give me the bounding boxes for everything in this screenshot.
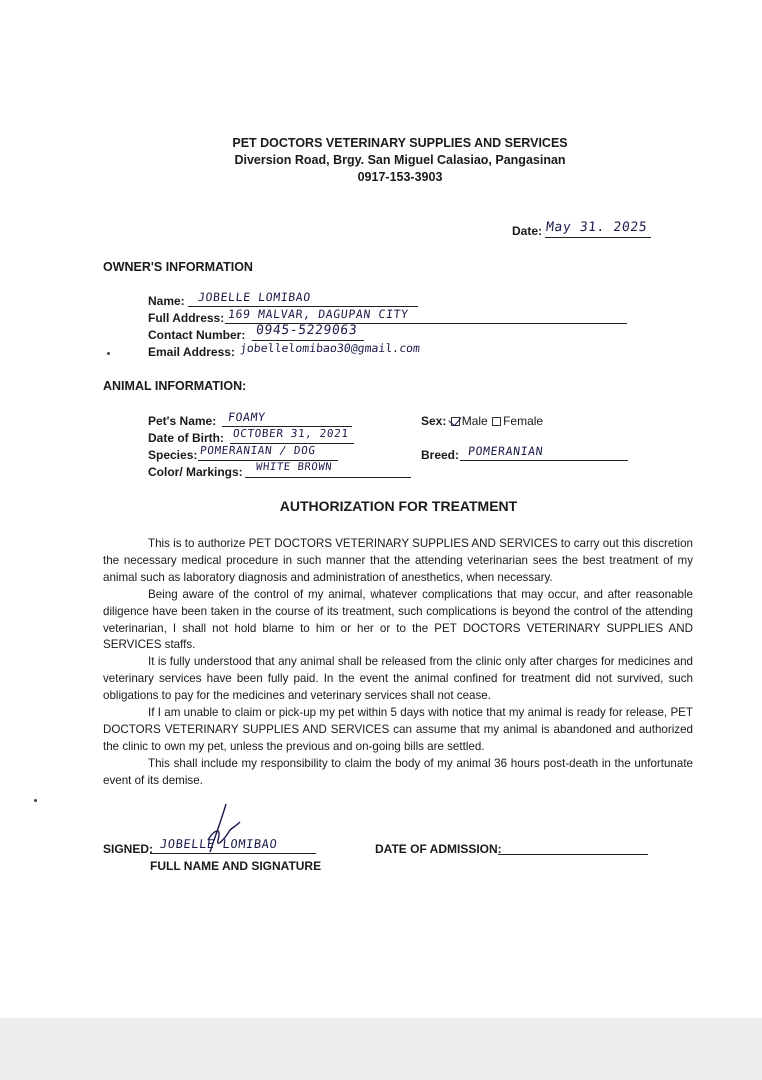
breed-value: POMERANIAN — [467, 444, 544, 458]
signature-caption: FULL NAME AND SIGNATURE — [150, 859, 322, 873]
date-value: May 31. 2025 — [545, 220, 648, 235]
sex-female-label: Female — [503, 414, 544, 428]
authorization-paragraph: It is fully understood that any animal shall be released from the clinic only after charges for medicines and veterinary services have been fully paid. In the event the animal confined for treatment did not survived, such obligations to pay for the medicines and veterinary services shall not cease. — [103, 655, 693, 703]
owner-contact-value: 0945-5229063 — [255, 323, 358, 338]
sex-field — [421, 414, 543, 428]
owner-name-label: Name: — [148, 294, 185, 308]
sex-female-checkbox[interactable] — [492, 417, 501, 426]
scan-bottom-margin — [0, 1018, 762, 1080]
date-label: Date: — [512, 224, 543, 238]
signed-label: SIGNED: — [103, 842, 154, 856]
clinic-header — [0, 135, 762, 186]
color-label: Color/ Markings: — [148, 465, 243, 479]
breed-line — [460, 460, 628, 461]
owner-contact-label: Contact Number: — [148, 328, 246, 342]
authorization-paragraph: If I am unable to claim or pick-up my pet within 5 days with notice that my animal is ready for release, PET DOCTORS VETERINARY SUPPLIES AND SERVICES can assume that my animal is abandoned and authorized the clinic to own my pet, unless the previous and on-going bills are settled. — [103, 706, 693, 753]
pet-name-value: FOAMY — [227, 410, 267, 424]
sex-label: Sex: — [421, 414, 447, 428]
sex-male-checkbox[interactable] — [451, 417, 460, 426]
breed-label: Breed: — [421, 448, 460, 462]
clinic-name: PET DOCTORS VETERINARY SUPPLIES AND SERVICES — [232, 136, 568, 150]
owner-address-label: Full Address: — [148, 311, 225, 325]
animal-section-title: ANIMAL INFORMATION: — [103, 379, 247, 393]
signed-name: JOBELLE LOMIBAO — [159, 837, 279, 851]
stray-mark — [107, 352, 110, 355]
dob-label: Date of Birth: — [148, 431, 224, 445]
owner-email-value: jobellelomibao30@gmail.com — [239, 341, 421, 355]
authorization-title: AUTHORIZATION FOR TREATMENT — [279, 498, 518, 514]
dob-value: OCTOBER 31, 2021 — [232, 427, 350, 440]
color-value: WHITE BROWN — [255, 461, 333, 473]
sex-male-label: Male — [461, 414, 488, 428]
species-label: Species: — [148, 448, 198, 462]
pet-name-label: Pet's Name: — [148, 414, 217, 428]
species-value: POMERANIAN / DOG — [199, 444, 317, 457]
owner-section-title: OWNER'S INFORMATION — [103, 260, 253, 274]
admission-label: DATE OF ADMISSION: — [375, 842, 502, 856]
clinic-address: Diversion Road, Brgy. San Miguel Calasiao, Pangasinan — [234, 153, 566, 167]
owner-name-value: JOBELLE LOMIBAO — [197, 290, 312, 304]
stray-mark — [34, 799, 37, 802]
authorization-paragraph: This shall include my responsibility to claim the body of my animal 36 hours post-death in the unfortunate event of its demise. — [103, 756, 693, 787]
owner-address-value: 169 MALVAR, DAGUPAN CITY — [227, 307, 410, 321]
admission-line[interactable] — [498, 854, 648, 855]
date-underline — [545, 237, 651, 238]
authorization-body — [103, 536, 693, 790]
authorization-paragraph: This is to authorize PET DOCTORS VETERINARY SUPPLIES AND SERVICES to carry out this discretion the necessary medical procedure in such manner that the attending veterinarian sees the best treatment of my animal such as laboratory diagnosis and administration of anesthetics, when necessary. — [103, 537, 693, 584]
color-line — [245, 477, 411, 478]
clinic-phone: 0917-153-3903 — [357, 170, 443, 184]
signature-line — [150, 853, 316, 854]
owner-email-label: Email Address: — [148, 345, 235, 359]
authorization-paragraph: Being aware of the control of my animal, whatever complications that may occur, and after reasonable diligence have been taken in the course of its treatment, such complications is beyond the control of the attending veterinarian, I shall not hold blame to him or her or to the PET DOCTORS VETERINARY SUPPLIES AND SERVICES staffs. — [103, 587, 693, 652]
